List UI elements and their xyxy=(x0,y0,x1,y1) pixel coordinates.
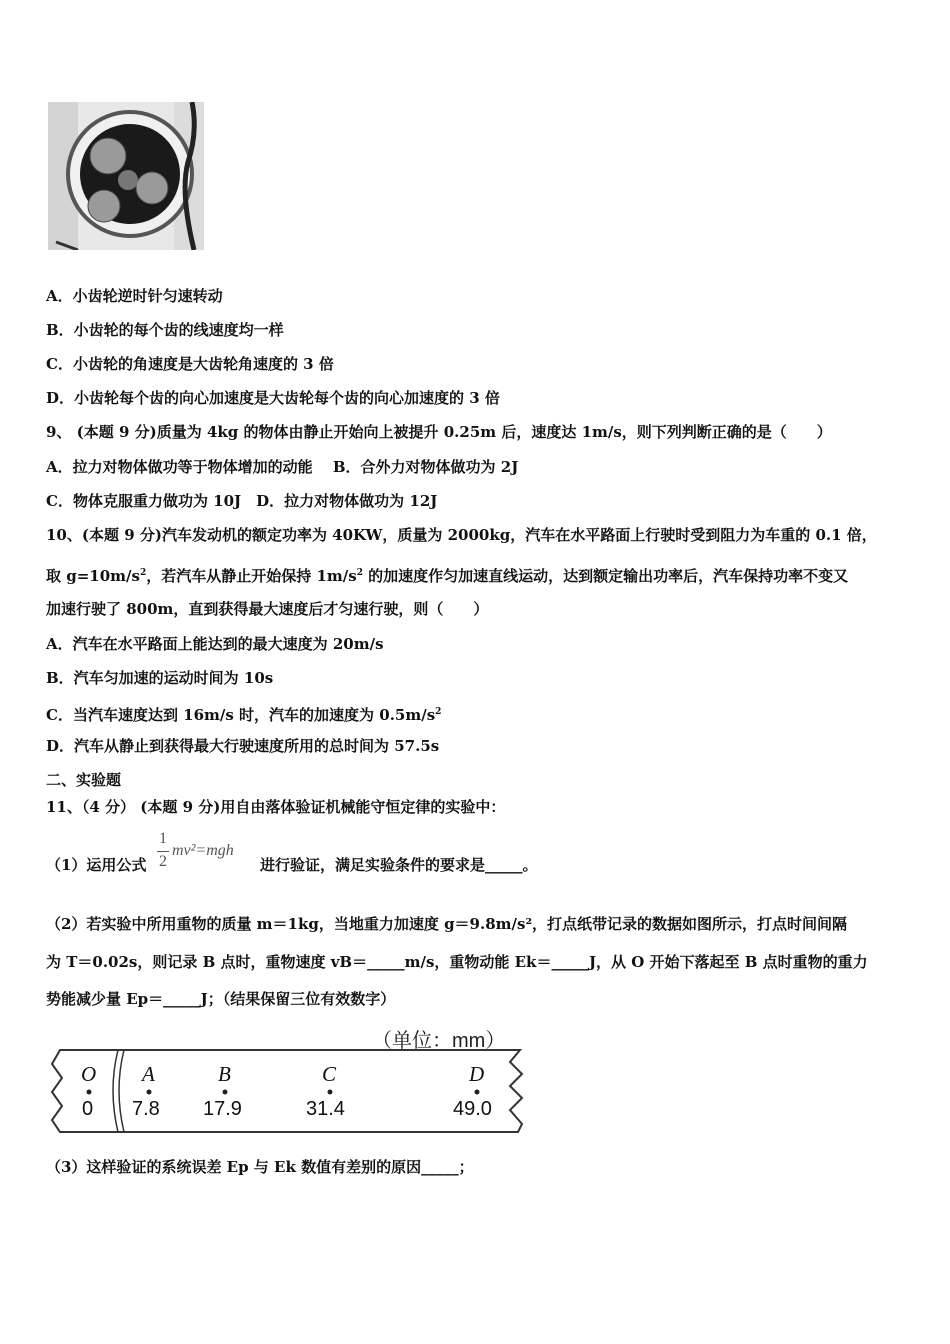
tape-point-c-value: 31.4 xyxy=(306,1098,345,1120)
q11-part3: （3）这样验证的系统误差 Ep 与 Ek 数值有差别的原因_____； xyxy=(46,1158,474,1176)
superscript: 2 xyxy=(139,568,147,578)
q11-part2-line1: （2）若实验中所用重物的质量 m＝1kg，当地重力加速度 g＝9.8m/s²，打点纸带记录的数据如图所示，打点时间间隔 xyxy=(46,915,848,933)
q9-option-b: B．合外力对物体做功为 2J xyxy=(332,458,519,476)
q10-option-c xyxy=(46,702,441,725)
q8-option-a: A．小齿轮逆时针匀速转动 xyxy=(46,287,223,305)
tape-point-a-value: 7.8 xyxy=(132,1098,160,1120)
tape-point-b-value: 17.9 xyxy=(203,1098,242,1120)
q8-option-b: B．小齿轮的每个齿的线速度均一样 xyxy=(46,321,284,339)
superscript: 2 xyxy=(435,707,442,717)
tape-point-o-value: 0 xyxy=(82,1098,94,1120)
q8-option-d: D．小齿轮每个齿的向心加速度是大齿轮每个齿的向心加速度的 3 倍 xyxy=(46,389,500,407)
formula-body: mv²=mgh xyxy=(172,842,234,859)
tape-outline xyxy=(48,1048,538,1134)
q9-options-cd xyxy=(46,491,437,511)
tape-point-d-label: D xyxy=(469,1062,485,1086)
q9-option-a: A．拉力对物体做功等于物体增加的动能 xyxy=(46,458,313,476)
q9-option-d: D．拉力对物体做功为 12J xyxy=(256,492,438,510)
q10-stem-2a: 取 g=10m/s xyxy=(46,567,140,585)
q10-option-c-text: C．当汽车速度达到 16m/s 时，汽车的加速度为 0.5m/s xyxy=(46,706,436,724)
q11-part2-line2: 为 T＝0.02s，则记录 B 点时，重物速度 vB＝_____m/s，重物动能 Ek＝_____J，从 O 开始下落起至 B 点时重物的重力 xyxy=(46,953,868,971)
section-heading: 二、实验题 xyxy=(46,771,122,789)
q11-part1-suffix: 进行验证，满足实验条件的要求是_____。 xyxy=(260,856,538,874)
tape-point-o-label: O xyxy=(81,1062,97,1086)
q10-option-d: D．汽车从静止到获得最大行驶速度所用的总时间为 57.5s xyxy=(46,737,440,755)
q10-option-a: A．汽车在水平路面上能达到的最大速度为 20m/s xyxy=(46,635,384,653)
tape-unit-label: （单位：mm） xyxy=(372,1030,506,1052)
formula-numerator: 1 xyxy=(159,830,167,847)
superscript: 2 xyxy=(356,568,363,578)
tape-point-c-label: C xyxy=(322,1062,337,1086)
formula-bar xyxy=(157,851,169,852)
tape-point-d-value: 49.0 xyxy=(453,1098,492,1120)
planetary-gear-figure xyxy=(48,102,204,250)
formula xyxy=(156,830,256,876)
tape-figure xyxy=(48,1022,538,1134)
q11-stem: 11、（4 分） (本题 9 分)用自由落体验证机械能守恒定律的实验中： xyxy=(46,798,506,816)
q10-stem-line2 xyxy=(46,563,848,586)
q10-option-b: B．汽车匀加速的运动时间为 10s xyxy=(46,669,274,687)
q10-stem-2b: ，若汽车从静止开始保持 1m/s xyxy=(146,567,357,585)
tape-point-a-label: A xyxy=(142,1062,155,1086)
q10-stem-line1: 10、(本题 9 分)汽车发动机的额定功率为 40KW，质量为 2000kg，汽车在水平路面上行驶时受到阻力为车重的 0.1 倍， xyxy=(46,526,877,544)
formula-denominator: 2 xyxy=(159,853,167,870)
q11-part1-prefix: （1）运用公式 xyxy=(46,856,147,874)
tape-point-b-label: B xyxy=(218,1062,231,1086)
q10-stem-line3: 加速行驶了 800m，直到获得最大速度后才匀速行驶，则（ ） xyxy=(46,600,489,618)
q9-options-ab xyxy=(46,457,518,477)
q11-part2-line3: 势能减少量 Ep＝_____J；（结果保留三位有效数字） xyxy=(46,990,396,1008)
q9-option-c: C．物体克服重力做功为 10J xyxy=(46,492,242,510)
q8-option-c: C．小齿轮的角速度是大齿轮角速度的 3 倍 xyxy=(46,355,334,373)
q10-stem-2c: 的加速度作匀加速直线运动，达到额定输出功率后，汽车保持功率不变又 xyxy=(362,567,849,585)
q9-stem: 9、 (本题 9 分)质量为 4kg 的物体由静止开始向上被提升 0.25m 后，速度达 1m/s，则下列判断正确的是（ ） xyxy=(46,423,832,441)
